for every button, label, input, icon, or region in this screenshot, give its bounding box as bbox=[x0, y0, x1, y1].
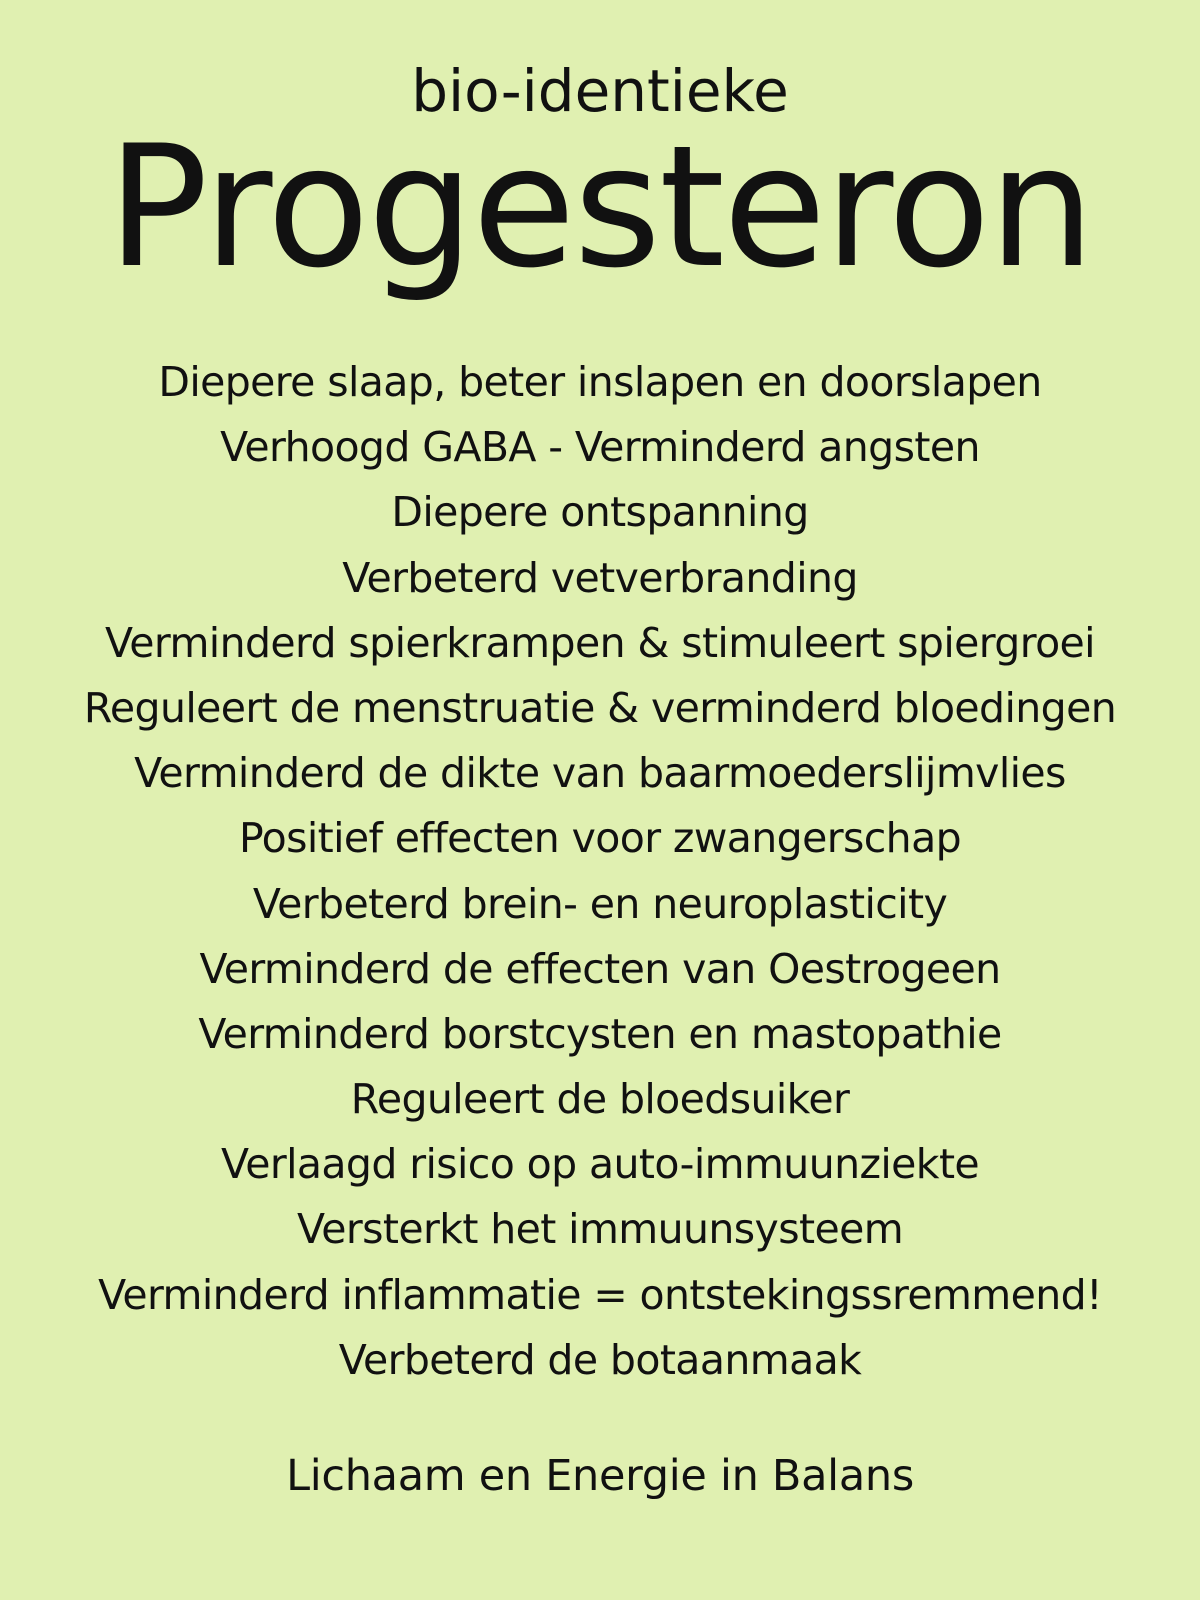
benefit-item: Reguleert de menstruatie & verminderd bloedingen bbox=[83, 683, 1117, 732]
benefit-item: Verbeterd vetverbranding bbox=[342, 553, 858, 602]
benefits-list bbox=[0, 350, 1200, 1393]
benefit-item: Verminderd borstcysten en mastopathie bbox=[198, 1009, 1002, 1058]
benefit-item: Versterkt het immuunsysteem bbox=[296, 1205, 904, 1254]
benefit-item: Positief effecten voor zwangerschap bbox=[238, 814, 962, 863]
benefit-item: Verminderd spierkrampen & stimuleert spiergroei bbox=[105, 618, 1095, 667]
benefit-item: Verminderd de effecten van Oestrogeen bbox=[199, 944, 1001, 993]
benefit-item: Diepere slaap, beter inslapen en doorslapen bbox=[158, 358, 1042, 406]
benefit-item: Diepere ontspanning bbox=[391, 488, 809, 537]
benefit-item: Verbeterd brein- en neuroplasticity bbox=[252, 879, 948, 928]
benefit-item: Verminderd de dikte van baarmoederslijmvlies bbox=[134, 749, 1066, 798]
subtitle: bio-identieke bbox=[411, 57, 789, 125]
benefit-item: Verlaagd risico op auto-immuunziekte bbox=[220, 1140, 980, 1189]
benefit-item: Verhoogd GABA - Verminderd angsten bbox=[220, 423, 980, 472]
footer-tagline: Lichaam en Energie in Balans bbox=[286, 1451, 914, 1501]
page-title: Progesteron bbox=[107, 109, 1093, 305]
benefit-item: Verminderd inflammatie = ontstekingssremmend! bbox=[98, 1270, 1102, 1319]
benefit-item: Reguleert de bloedsuiker bbox=[350, 1075, 850, 1124]
benefit-item: Verbeterd de botaanmaak bbox=[338, 1335, 862, 1384]
